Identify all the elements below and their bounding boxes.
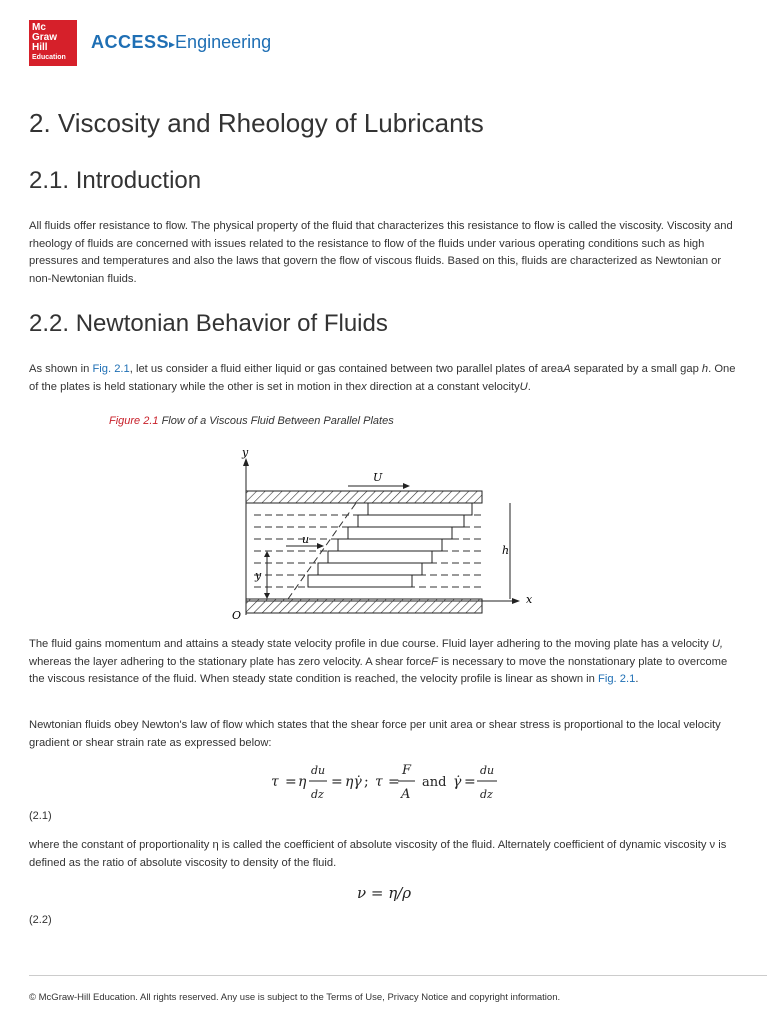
figure-title: Flow of a Viscous Fluid Between Parallel Plates	[158, 415, 394, 427]
svg-text:ηγ̇: ηγ̇	[345, 774, 362, 790]
logo-engineering-text: Engineering	[175, 32, 272, 52]
y-axis-label: y	[242, 446, 249, 459]
logo-arrow-icon: ▸	[169, 37, 176, 51]
logo-line: Graw	[32, 32, 58, 43]
fig-2-1-link[interactable]: Fig. 2.1	[92, 363, 130, 375]
moving-plate	[246, 491, 482, 503]
text: separated by a small gap	[570, 363, 702, 375]
section-heading-introduction: 2.1. Introduction	[29, 167, 202, 194]
svg-text:F: F	[402, 763, 412, 778]
newtonian-paragraph-2	[29, 636, 741, 689]
equation-number-2-2: (2.2)	[29, 914, 52, 926]
arrowhead-icon	[403, 483, 410, 489]
svg-text:and: and	[422, 775, 447, 790]
svg-text:=: =	[285, 774, 297, 790]
svg-text:du: du	[480, 764, 495, 777]
header	[0, 0, 768, 80]
text: .	[527, 380, 531, 393]
var-U: U,	[711, 638, 723, 650]
text: , let us consider a fluid either liquid or gas contained between two parallel plates of area	[129, 363, 564, 375]
equation-number-2-1: (2.1)	[29, 810, 52, 822]
velocity-profile-bars	[308, 503, 472, 587]
svg-text:du: du	[311, 764, 326, 777]
x-axis-label: x	[526, 593, 533, 606]
var-h: h	[701, 363, 709, 375]
svg-text:τ: τ	[375, 774, 383, 790]
footer-divider	[29, 975, 767, 976]
equation-2-2: ν = η/ρ	[357, 884, 412, 902]
figure-number[interactable]: Figure 2.1	[109, 415, 159, 427]
velocity-u-label: u	[302, 533, 310, 546]
fig-2-1-link[interactable]: Fig. 2.1	[598, 673, 636, 685]
section-heading-newtonian: 2.2. Newtonian Behavior of Fluids	[29, 310, 388, 337]
footer-copyright: © McGraw-Hill Education. All rights reserved. Any use is subject to the Terms of Use, Privacy Notice and copyright information.	[29, 992, 561, 1003]
svg-text:η: η	[298, 774, 307, 790]
text: is necessary to move the nonstationary plate to overcome the viscous resistance of the fluid. When steady state condition is reached, the velocity profile is linear as shown in	[29, 655, 728, 685]
mcgraw-hill-logo[interactable]	[29, 20, 77, 66]
arrowhead-icon	[264, 593, 270, 599]
logo-line: Education	[32, 54, 66, 61]
newtonian-paragraph-3: Newtonian fluids obey Newton's law of flow which states that the shear force per unit area or shear stress is proportional to the local velocity gradient or shear strain rate as expressed below:	[29, 719, 721, 749]
svg-text:=: =	[331, 774, 343, 790]
svg-text:;: ;	[364, 774, 369, 790]
svg-text:τ: τ	[271, 774, 279, 790]
stationary-plate	[246, 599, 482, 613]
svg-text:dz: dz	[311, 788, 324, 801]
arrowhead-icon	[317, 543, 324, 549]
figure-caption	[109, 415, 394, 427]
text: direction at a constant velocity	[366, 380, 520, 393]
logo-access-text: ACCESS	[91, 32, 170, 52]
var-U: U	[519, 380, 528, 393]
var-x: x	[361, 380, 367, 393]
text: The fluid gains momentum and attains a steady state velocity profile in due course. Fluid layer adhering to the moving plate has a velocity	[29, 638, 712, 650]
y-axis-arrow-icon	[243, 458, 249, 466]
text: As shown in	[29, 363, 93, 375]
logo-line: Mc	[32, 22, 46, 33]
page-title: 2. Viscosity and Rheology of Lubricants	[29, 108, 484, 138]
newtonian-paragraph-4: where the constant of proportionality η is called the coefficient of absolute viscosity of the fluid. Alternately coefficient of dynamic viscosity ν is defined as the ratio of absolute viscosity to density of the fluid.	[29, 839, 727, 869]
text: .	[635, 673, 639, 685]
velocity-U-label: U	[373, 471, 383, 484]
svg-text:A: A	[401, 787, 411, 802]
var-F: F	[431, 655, 438, 668]
equation-2-1	[265, 760, 505, 802]
newtonian-paragraph-1	[29, 361, 741, 396]
x-axis-arrow-icon	[512, 598, 520, 604]
introduction-paragraph: All fluids offer resistance to flow. The physical property of the fluid that characterizes this resistance to flow is called the viscosity. Viscosity and rheology of fluids are concerned with issues related to the resistance to flow of the fluids under various operating conditions such as high pressures and temperatures and also the laws that govern the flow of viscous fluids. Based on this, fluids are characterized as Newtonian or non-Newtonian fluids.	[29, 220, 733, 285]
var-A: A	[563, 363, 571, 375]
svg-text:γ̇: γ̇	[453, 774, 462, 790]
logo-line: Hill	[32, 42, 48, 53]
arrowhead-icon	[264, 551, 270, 557]
h-dimension-label: h	[502, 544, 510, 557]
svg-text:=: =	[388, 774, 400, 790]
figure-2-1-diagram	[228, 443, 548, 623]
svg-text:=: =	[464, 774, 476, 790]
svg-text:dz: dz	[480, 788, 493, 801]
access-engineering-logo[interactable]	[91, 32, 271, 53]
y-dimension-label: y	[255, 569, 262, 582]
origin-label: O	[232, 609, 242, 622]
text: whereas the layer adhering to the stationary plate has zero velocity. A shear force	[29, 655, 432, 668]
text: . One of the plates is held stationary while the other is set in motion in the	[29, 363, 736, 393]
